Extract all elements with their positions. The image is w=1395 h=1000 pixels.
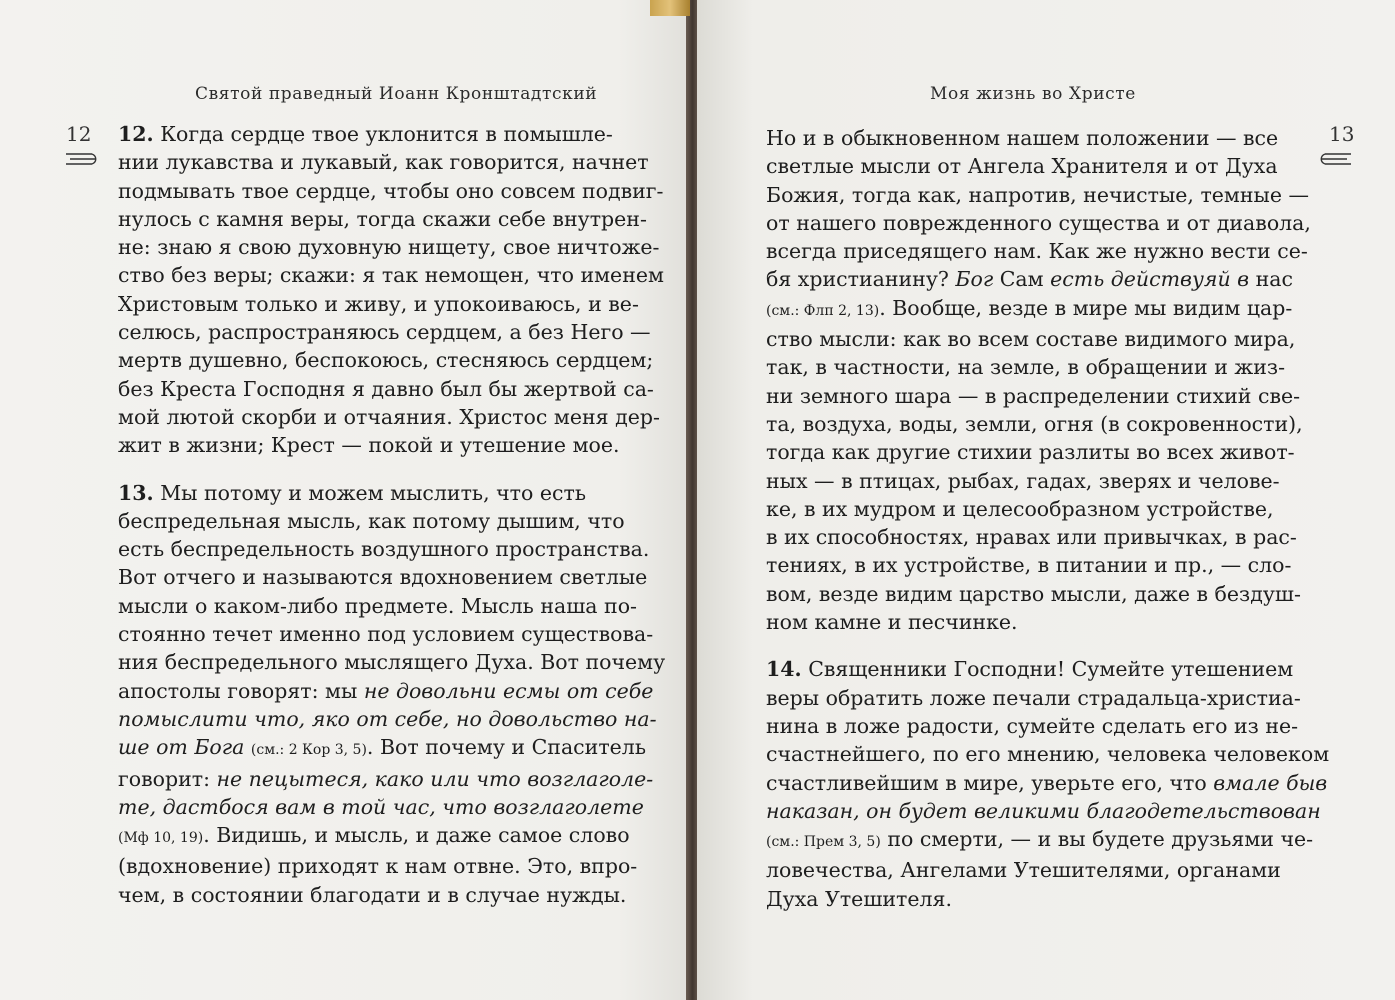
text-run: Божия, тогда как, напротив, нечистые, темные — — [766, 182, 1310, 207]
text-run: Священники Господни! Сумейте утешением — [801, 657, 1294, 682]
text-line — [766, 712, 1299, 740]
text-run: ном камне и песчинке. — [766, 610, 1018, 635]
text-line — [118, 733, 648, 764]
text-line — [118, 431, 648, 459]
text-line — [766, 740, 1330, 768]
left-page — [0, 0, 688, 1000]
scripture-reference: (см.: 2 Кор 3, 5) — [250, 742, 367, 759]
text-run: мысли о каком-либо предмете. Мысль наша по- — [118, 593, 637, 618]
text-run: есть беспредельность воздушного пространства. — [118, 537, 650, 562]
text-run: нас — [1249, 267, 1293, 292]
text-run: . Вообще, везде в мире мы видим цар- — [879, 295, 1293, 320]
text-line — [118, 346, 654, 374]
text-line — [766, 152, 1296, 180]
text-line — [766, 885, 1296, 913]
italic-quote: вмале быв — [1213, 770, 1328, 795]
text-line — [766, 684, 1301, 712]
text-run: нина в ложе радости, сумейте сделать его из не- — [766, 713, 1299, 738]
text-run: счастливейшим в мире, уверьте его, что — [766, 770, 1214, 795]
left-page-body — [118, 120, 666, 909]
right-page — [697, 0, 1395, 1000]
text-line — [118, 677, 654, 705]
text-run: ни земного шара — в распределении стихий све- — [766, 383, 1301, 408]
text-line — [766, 608, 1296, 636]
text-run: беспредельная мысль, как потому дышим, что — [118, 508, 625, 533]
text-line — [766, 438, 1296, 466]
running-head-right: Моя жизнь во Христе — [930, 84, 1136, 104]
text-run: мой лютой скорби и отчаяния. Христос меня дер- — [118, 404, 660, 429]
italic-quote: не пецытеся, како или что возглаголе- — [216, 766, 654, 791]
text-line — [766, 551, 1296, 579]
text-run: от нашего поврежденного существа и от диавола, — [766, 210, 1311, 235]
scripture-reference: (см.: Флп 2, 13) — [766, 302, 880, 319]
text-line — [766, 495, 1296, 523]
text-run: нулось с камня веры, тогда скажи себе внутрен- — [118, 206, 647, 231]
italic-quote: те, дастбося вам в той час, что возглаголете — [118, 794, 644, 819]
text-run: Когда сердце твое уклонится в помышле- — [153, 122, 613, 146]
text-line — [118, 205, 648, 233]
text-line — [766, 467, 1296, 495]
text-run: мертв душевно, беспокоюсь, стесняюсь сердцем; — [118, 348, 654, 373]
paragraph-gap — [766, 636, 1296, 655]
italic-quote: Бог — [955, 267, 994, 292]
text-line — [118, 261, 664, 289]
text-run: та, воздуха, воды, земли, огня (в сокровенности), — [766, 411, 1303, 436]
text-line — [766, 294, 1296, 325]
text-run: светлые мысли от Ангела Хранителя и от Духа — [766, 154, 1278, 179]
text-line — [118, 821, 648, 852]
text-line — [118, 592, 648, 620]
text-line — [118, 318, 651, 346]
text-line — [118, 375, 654, 403]
text-line — [766, 124, 1296, 152]
text-run: ных — в птицах, рыбах, гадах, зверях и челове- — [766, 468, 1280, 493]
text-run: нии лукавства и лукавый, как говорится, начнет — [118, 150, 649, 175]
paragraph-number: 14. — [766, 657, 802, 682]
italic-quote: есть действуяй в — [1050, 267, 1250, 292]
text-line — [766, 382, 1301, 410]
text-run: тениях, в их устройстве, в питании и пр., — сло- — [766, 553, 1292, 578]
text-line — [766, 265, 1296, 293]
text-run: апостолы говорят: мы — [118, 678, 364, 703]
text-line — [118, 852, 648, 880]
text-line — [118, 620, 654, 648]
text-run: Сам — [993, 267, 1051, 292]
text-line — [766, 769, 1328, 797]
text-run: ство без веры; скажи: я так немощен, что именем — [118, 263, 664, 288]
italic-quote: помыслити что, яко от себе, но довольство на- — [118, 706, 657, 731]
text-run: Христовым только и живу, и упокоиваюсь, и ве- — [118, 291, 639, 316]
scripture-reference: (см.: Прем 3, 5) — [766, 834, 881, 851]
right-page-body — [766, 124, 1330, 913]
text-run: без Креста Господня я давно был бы жертвой са- — [118, 376, 654, 401]
page-number-right: 13 — [1329, 122, 1355, 146]
text-line — [118, 793, 648, 821]
text-line — [118, 290, 648, 318]
text-run: стоянно течет именно под условием существова- — [118, 622, 654, 647]
text-line — [766, 181, 1310, 209]
text-line — [766, 209, 1311, 237]
text-line — [766, 797, 1321, 825]
text-run: по смерти, — и вы будете друзьями че- — [880, 827, 1314, 852]
text-line — [118, 233, 660, 261]
paragraph-gap — [118, 460, 648, 479]
text-run: (вдохновение) приходят к нам отвне. Это, впро- — [118, 854, 638, 879]
text-run: бя христианину? — [766, 267, 956, 292]
text-run: жит в жизни; Крест — покой и утешение мое. — [118, 433, 620, 458]
text-run: вом, везде видим царство мысли, даже в бездуш- — [766, 581, 1301, 606]
text-line — [766, 825, 1314, 856]
running-head-left: Святой праведный Иоанн Кронштадтский — [195, 84, 598, 104]
text-run: Мы потому и можем мыслить, что есть — [153, 480, 586, 505]
text-run: ство мысли: как во всем составе видимого мира, — [766, 327, 1296, 352]
text-run: в их способностях, нравах или привычках, в рас- — [766, 525, 1297, 550]
text-run: счастнейшего, по его мнению, человека человеком — [766, 742, 1330, 767]
text-run: так, в частности, на земле, в обращении и жиз- — [766, 355, 1286, 380]
text-line — [766, 325, 1296, 353]
text-line — [118, 535, 648, 563]
text-run: . Вот почему и Спаситель — [366, 735, 646, 760]
text-line — [118, 148, 648, 176]
text-line — [118, 479, 648, 507]
ornament-icon — [64, 150, 98, 170]
text-line — [766, 353, 1296, 381]
text-line — [118, 563, 648, 591]
text-run: тогда как другие стихии разлиты во всех живот- — [766, 440, 1295, 465]
text-line — [766, 237, 1308, 265]
text-run: . Видишь, и мысль, и даже самое слово — [203, 823, 630, 848]
text-run: всегда приседящего нам. Как же нужно вести се- — [766, 239, 1308, 264]
text-line — [118, 648, 666, 676]
text-run: Но и в обыкновенном нашем положении — все — [766, 126, 1279, 150]
text-line — [118, 177, 664, 205]
text-run: Вот отчего и называются вдохновением светлые — [118, 565, 648, 590]
text-run: говорит: — [118, 766, 217, 791]
text-line — [118, 765, 654, 793]
paragraph-number: 12. — [118, 122, 154, 146]
text-line — [766, 580, 1301, 608]
text-run: не: знаю я свою духовную нищету, свое ничтоже- — [118, 235, 660, 260]
text-line — [118, 120, 648, 148]
text-line — [118, 881, 648, 909]
text-line — [118, 507, 648, 535]
text-run: подмывать твое сердце, чтобы оно совсем подвиг- — [118, 178, 664, 203]
text-run: ния беспредельного мыслящего Духа. Вот почему — [118, 650, 666, 675]
text-line — [766, 410, 1303, 438]
text-line — [766, 655, 1296, 683]
text-line — [118, 705, 657, 733]
text-run: веры обратить ложе печали страдальца-христиа- — [766, 685, 1301, 710]
italic-quote: не довольни есмы от себе — [363, 678, 654, 703]
text-run: ке, в их мудром и целесообразном устройстве, — [766, 496, 1274, 521]
text-line — [766, 856, 1296, 884]
text-run: чем, в состоянии благодати и в случае нужды. — [118, 882, 627, 907]
italic-quote: ше от Бога — [118, 735, 245, 760]
text-line — [766, 523, 1296, 551]
italic-quote: наказан, он будет великими благодетельствован — [766, 798, 1321, 823]
paragraph-number: 13. — [118, 480, 154, 505]
page-number-left: 12 — [66, 122, 92, 146]
text-line — [118, 403, 660, 431]
gold-page-edge — [650, 0, 690, 16]
scripture-reference: (Мф 10, 19) — [118, 830, 204, 847]
text-run: ловечества, Ангелами Утешителями, органами — [766, 858, 1281, 883]
ornament-icon — [1319, 150, 1353, 170]
text-run: Духа Утешителя. — [766, 886, 952, 911]
text-run: селюсь, распространяюсь сердцем, а без Него — — [118, 320, 651, 345]
